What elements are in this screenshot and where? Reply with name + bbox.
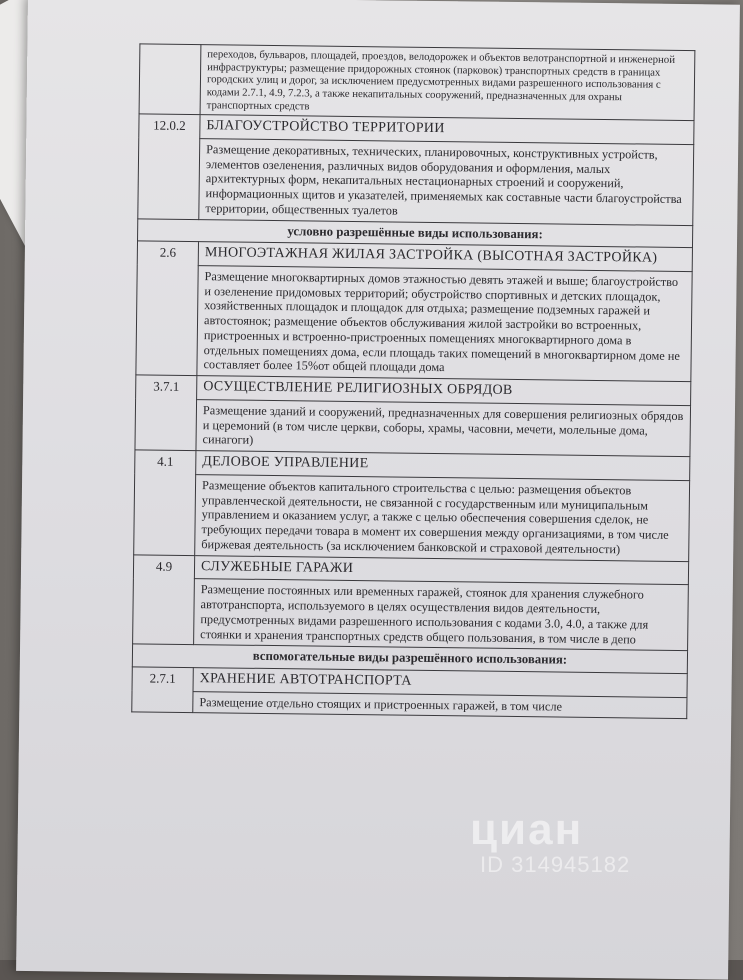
entry-description: Размещение объектов капитального строительства с целью: размещения объектов управленческой деятельности, не связанной с государственным или муниципальным управлением и оказанием услуг, а также с целью обеспечения совершения сделок, не требующих передачи товара в момент их совершения между организациями, в том числе биржевая деятельность (за исключением банковской и страховой деятельности) <box>195 474 690 561</box>
entry-description: Размещение отдельно стоящих и пристроенных гаражей, в том числе <box>193 691 687 719</box>
entry-code: 4.9 <box>133 554 195 645</box>
entry-code: 3.7.1 <box>135 375 197 451</box>
entry-title: МНОГОЭТАЖНАЯ ЖИЛАЯ ЗАСТРОЙКА (ВЫСОТНАЯ ЗАСТРОЙКА) <box>198 242 692 272</box>
table-row <box>134 474 690 562</box>
entry-description: Размещение постоянных или временных гаражей, стоянок для хранения служебного автотранспорта, используемого в целях осуществления видов деятельности, предусмотренных видами разрешенного использования с кодами 3.0, 4.0, а также для стоянки и хранения транспортных средств общего пользования, в том числе в депо <box>194 579 689 651</box>
entry-description: Размещение зданий и сооружений, предназначенных для совершения религиозных обрядов и церемоний (в том числе церкви, соборы, храмы, часовни, мечети, молельные дома, синагоги) <box>196 399 691 456</box>
table-row <box>139 44 695 121</box>
entry-code: 2.7.1 <box>132 667 194 713</box>
entry-description: Размещение декоративных, технических, планировочных, конструктивных устройств, элементов озеленения, различных видов оборудования и оформления, малых архитектурных форм, некапитальных нестационарных строений и сооружений, информационных щитов и указателей, применяемых как составные части благоустройства территории, общественных туалетов <box>199 139 694 226</box>
table-row <box>135 399 691 457</box>
entry-title: ДЕЛОВОЕ УПРАВЛЕНИЕ <box>196 451 690 481</box>
table-row <box>136 265 692 382</box>
section-heading-auxiliary: вспомогательные виды разрешённого использования: <box>132 644 687 673</box>
entry-title: БЛАГОУСТРОЙСТВО ТЕРРИТОРИИ <box>200 115 694 145</box>
entry-code: 2.6 <box>136 241 199 376</box>
watermark-logo: циан <box>470 805 584 854</box>
zoning-table <box>131 43 695 719</box>
entry-title: ОСУЩЕСТВЛЕНИЕ РЕЛИГИОЗНЫХ ОБРЯДОВ <box>197 376 691 406</box>
watermark-id: ID 314945182 <box>480 852 631 877</box>
section-heading-conditional: условно разрешённые виды использования: <box>138 219 693 248</box>
entry-title: СЛУЖЕБНЫЕ ГАРАЖИ <box>194 555 688 585</box>
entry-title: ХРАНЕНИЕ АВТОТРАНСПОРТА <box>193 667 687 697</box>
entry-code: 12.0.2 <box>138 114 200 219</box>
intro-text: переходов, бульваров, площадей, проездов, велодорожек и объектов велотранспортной и инженерной инфраструктуры; размещение придорожных стоянок (парковок) транспортных средств в границах городских улиц и дорог, за исключением предусмотренных видами разрешенного использования с кодами 2.7.1, 4.9, 7.2.3, а также некапитальных сооружений, предназначенных для охраны транспортных средств <box>200 45 695 121</box>
table-row <box>133 578 689 651</box>
entry-description: Размещение многоквартирных домов этажностью девять этажей и выше; благоустройство и озеленение придомовых территорий; обустройство спортивных и детских площадок, хозяйственных площадок и площадок для отдыха; размещение подземных гаражей и автостоянок; размещение объектов обслуживания жилой застройки во встроенных, пристроенных и встроенно-пристроенных помещениях многоквартирного дома в отдельных помещениях дома, если площадь таких помещений в многоквартирном доме не составляет более 15%от общей площади дома <box>197 265 692 381</box>
entry-code: 4.1 <box>134 450 196 555</box>
table-row <box>138 138 694 226</box>
document-page <box>16 0 740 980</box>
